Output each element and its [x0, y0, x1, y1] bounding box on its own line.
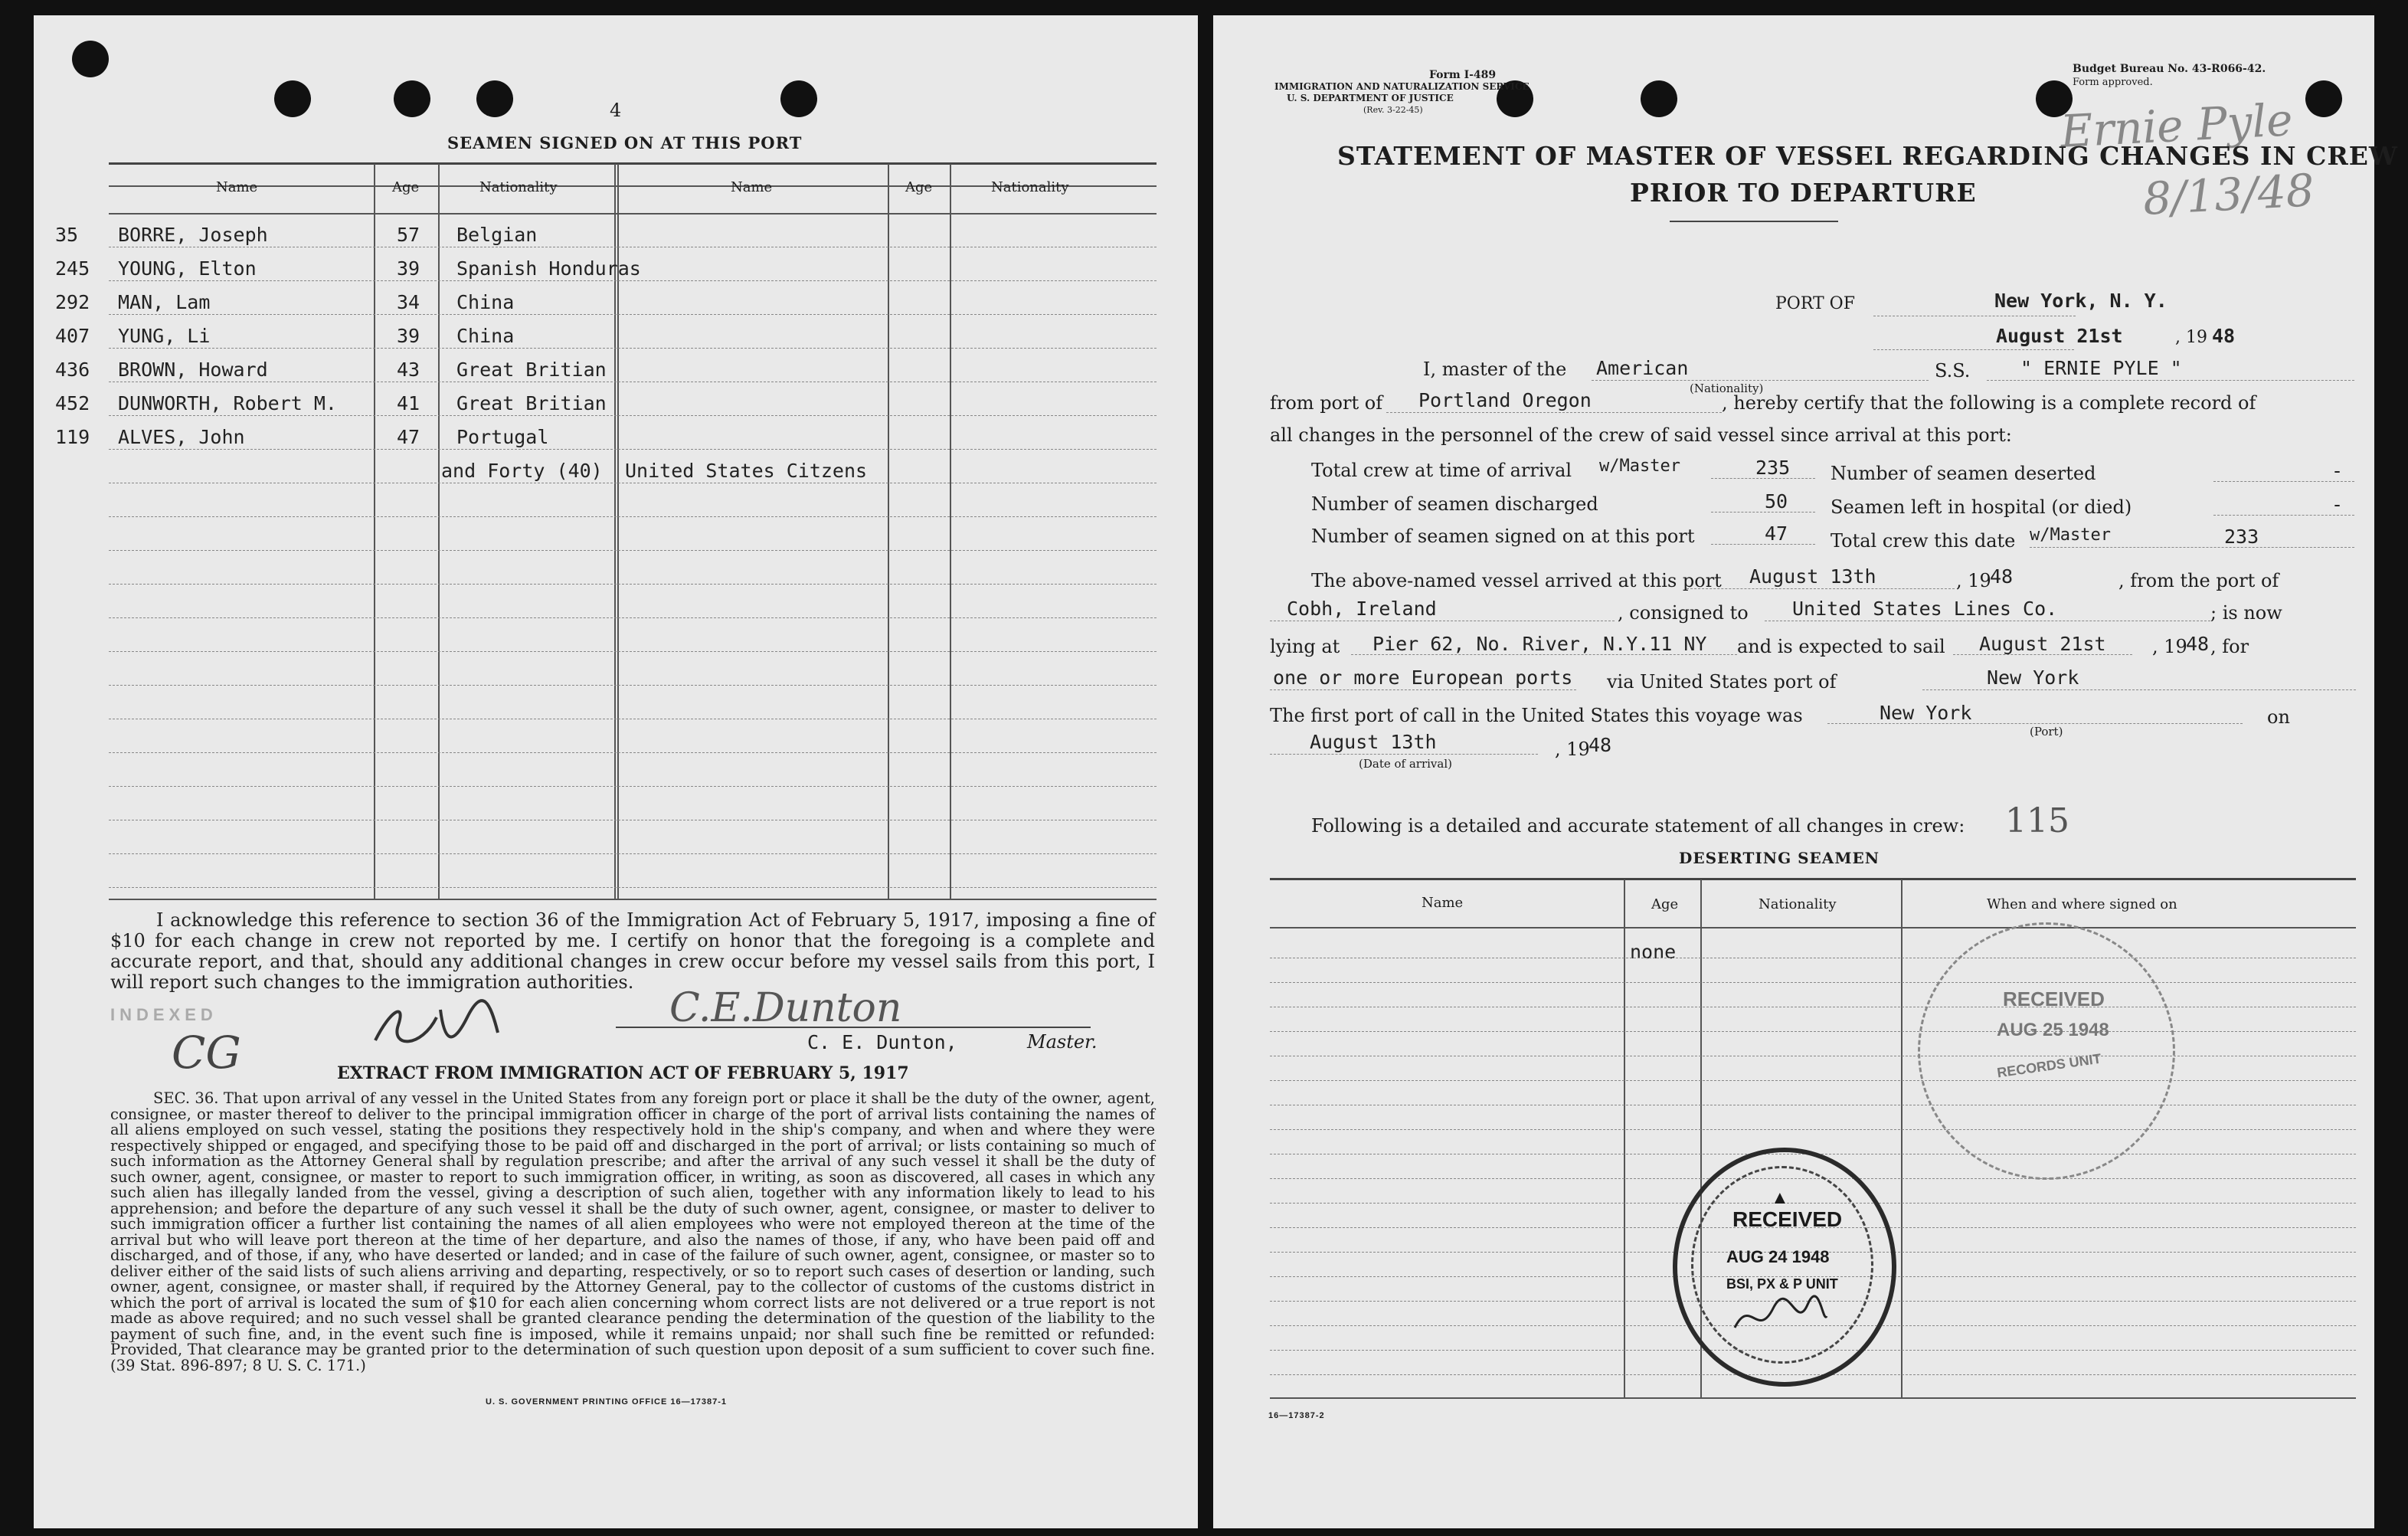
port-label: PORT OF: [1775, 294, 1855, 313]
fill-line: [1711, 544, 1815, 545]
stamp-initials: [1731, 1293, 1831, 1339]
page-number: 4: [610, 100, 622, 121]
stat-total-arrival-note: w/Master: [1599, 457, 1680, 476]
year-prefix: , 19: [2175, 328, 2207, 347]
seaman-nationality: China: [456, 291, 515, 313]
handwritten-ship-name: Ernie Pyle: [2059, 93, 2294, 158]
row-rule: [109, 314, 1157, 315]
header-age: Age: [905, 179, 933, 195]
row-number: 119: [55, 426, 90, 448]
seaman-name: MAN, Lam: [118, 291, 211, 313]
fill-line: [1592, 380, 1929, 381]
forty-citizens-note: and Forty (40): [441, 460, 603, 482]
seaman-name: ALVES, John: [118, 426, 245, 448]
punch-hole: [476, 80, 513, 117]
punch-hole: [1641, 80, 1677, 117]
ship-name: " ERNIE PYLE ": [2020, 357, 2182, 379]
consignee: United States Lines Co.: [1792, 598, 2058, 620]
row-rule: [1270, 1129, 2356, 1130]
stat-total-arrival-label: Total crew at time of arrival: [1311, 460, 1572, 481]
row-rule: [109, 280, 1157, 281]
row-number: 245: [55, 257, 90, 280]
seaman-name: DUNWORTH, Robert M.: [118, 392, 337, 414]
seaman-nationality: Great Britian: [456, 359, 607, 381]
master-text: I, master of the: [1423, 359, 1567, 380]
punch-hole: [780, 80, 817, 117]
seaman-nationality: Belgian: [456, 224, 538, 246]
row-rule: [109, 853, 1157, 854]
seaman-age: 39: [397, 257, 420, 280]
header-name: Name: [731, 179, 773, 195]
row-rule: [109, 786, 1157, 787]
header-when-where: When and where signed on: [1987, 896, 2177, 912]
row-rule: [109, 752, 1157, 753]
first-arrival-date: August 13th: [1310, 731, 1437, 753]
date-of-arrival-caption: (Date of arrival): [1359, 757, 1452, 771]
fill-line: [1711, 478, 1815, 479]
sail-date: August 21st: [1979, 633, 2106, 655]
is-now-text: ; is now: [2210, 602, 2282, 624]
from-port-label: from port of: [1270, 392, 1383, 414]
table-header-rule: [109, 213, 1157, 215]
fill-line: [1386, 412, 1722, 413]
extract-text: SEC. 36. That upon arrival of any vessel in the United States from any foreign port or place it shall be the duty of the owner, agent, consignee, or master thereof to deliver to the principal immigration officer in charge of the port of arrival lists containing the names of all aliens employed on such vessel, stating the positions they respectively hold in the ship's company, and when and where they were respectively shipped or engaged, and specifying those to be paid off and discharged in the port of arrival; or lists containing so much of such information as the Attorney General shall by regulation prescribe; and after the arrival of any such vessel it shall be the duty of such owner, agent, consignee, or master to report to such immigration officer, in writing, as soon as discovered, all cases in which any such alien has illegally landed from the vessel, giving a description of such alien, together with any information likely to lead to his apprehension; and before the departure of any such vessel it shall be the duty of such owner, agent, consignee, or master to deliver to such immigration officer a further list containing the names of all alien employees who were not employed thereon at the time of the arrival but who will leave port thereon at the time of her departure, and also the names of those, if any, who have been paid off and discharged, and of those, if any, who have deserted or landed; and in case of the failure of such owner, agent, consignee, or master so to deliver either of the said lists of such aliens arriving and departing, respectively, or so to report such cases of desertion or landing, such owner, agent, consignee, or master shall, if required by the Attorney General, pay to the collector of customs of the customs district in which the port of arrival is located the sum of $10 for each alien concerning whom correct lists are not delivered or a true report is not made as above required; and no such vessel shall be granted clearance pending the determination of the question of the liability to the payment of such fine, and, in the event such fine is imposed, while it remains unpaid; nor shall such fine be remitted or refunded: Provided, That clearance may be granted prior to the determination of such question upon deposit of a sum sufficient to cover such fine. (39 Stat. 896-897; 8 U. S. C. 171.): [110, 1089, 1155, 1374]
sail-year-prefix: , 19: [2152, 636, 2187, 657]
header-age: Age: [1651, 896, 1679, 912]
consigned-text: , consigned to: [1618, 602, 1749, 624]
lying-value: Pier 62, No. River, N.Y.11 NY: [1372, 633, 1707, 655]
header-name: Name: [216, 179, 258, 195]
from-port-value: Portland Oregon: [1418, 389, 1592, 411]
table-bottom-rule: [109, 899, 1157, 900]
stat-total-date-note: w/Master: [2030, 526, 2111, 545]
stat-discharged-value: 50: [1765, 490, 1788, 513]
fill-line: [2030, 547, 2354, 548]
seaman-name: BORRE, Joseph: [118, 224, 268, 246]
budget-bureau-number: Budget Bureau No. 43-R066-42.: [2073, 63, 2266, 75]
row-number: 452: [55, 392, 90, 414]
fill-line: [1987, 380, 2354, 381]
fill-line: [1827, 723, 2243, 724]
punch-hole: [394, 80, 430, 117]
title-underline: [1670, 221, 1838, 222]
left-page: [34, 15, 1198, 1528]
for-text: , for: [2210, 636, 2249, 657]
header-nationality: Nationality: [1759, 896, 1837, 912]
seaman-name: YOUNG, Elton: [118, 257, 257, 280]
punch-hole: [274, 80, 311, 117]
stat-hospital-value: -: [2331, 493, 2344, 516]
row-rule: [109, 415, 1157, 416]
via-port: New York: [1987, 666, 2079, 689]
from-port-of-text: , from the port of: [2118, 570, 2279, 591]
seaman-age: 47: [397, 426, 420, 448]
stat-total-date-value: 233: [2224, 526, 2259, 548]
origin-port: Cobh, Ireland: [1287, 598, 1437, 620]
stamp-unit: RECORDS UNIT: [1996, 1050, 2102, 1081]
form-number: Form I-489: [1429, 69, 1497, 81]
agency-line: U. S. DEPARTMENT OF JUSTICE: [1287, 93, 1454, 103]
header-nationality: Nationality: [479, 179, 558, 195]
deserting-seamen-title: DESERTING SEAMEN: [1679, 849, 1880, 867]
table-bottom-rule: [1270, 1397, 2356, 1399]
expected-text: and is expected to sail: [1737, 636, 1945, 657]
header-age: Age: [392, 179, 420, 195]
fill-line: [1953, 654, 2132, 655]
extract-title: EXTRACT FROM IMMIGRATION ACT OF FEBRUARY 5, 1917: [337, 1063, 909, 1083]
row-rule: [109, 348, 1157, 349]
header-name: Name: [1422, 895, 1464, 911]
report-date: August 21st: [1996, 325, 2123, 347]
row-rule: [109, 584, 1157, 585]
table-header-rule: [1270, 927, 2356, 928]
revision-date: (Rev. 3-22-45): [1363, 105, 1423, 115]
seaman-nationality: Great Britian: [456, 392, 607, 414]
fill-line: [1270, 754, 1538, 755]
seaman-name: YUNG, Li: [118, 325, 211, 347]
row-number: 407: [55, 325, 90, 347]
stat-signed-label: Number of seamen signed on at this port: [1311, 526, 1695, 547]
fill-line: [2213, 481, 2354, 482]
stamp-text: RECEIVED: [1732, 1207, 1843, 1231]
row-number: 35: [55, 224, 79, 246]
lying-text: lying at: [1270, 636, 1340, 657]
stat-discharged-label: Number of seamen discharged: [1311, 493, 1598, 515]
row-number: 436: [55, 359, 90, 381]
seaman-age: 34: [397, 291, 420, 313]
stamp-text: RECEIVED: [2003, 987, 2105, 1010]
all-changes-text: all changes in the personnel of the crew of said vessel since arrival at this port:: [1270, 424, 2012, 446]
acknowledgement-paragraph: I acknowledge this reference to section 36 of the Immigration Act of February 5, 1917, imposing a fine of $10 for each change in crew not reported by me. I certify on honor that the foregoing is a complete and accurate report, and that, should any additional changes in crew occur before my vessel sails from this port, I will report such changes to the immigration authorities.: [110, 909, 1155, 993]
indexed-stamp: INDEXED: [110, 1005, 218, 1024]
table-top-rule: [109, 162, 1157, 165]
first-port-text: The first port of call in the United States this voyage was: [1270, 705, 1803, 726]
stat-signed-value: 47: [1765, 522, 1788, 545]
fill-line: [2213, 515, 2354, 516]
year-suffix: 48: [2212, 325, 2236, 347]
nationality-caption: (Nationality): [1690, 382, 1764, 395]
certify-text: , hereby certify that the following is a complete record of: [1722, 392, 2256, 414]
fill-line: [1711, 512, 1815, 513]
signature-line: [616, 1027, 1091, 1028]
seaman-nationality: Spanish Honduras: [456, 257, 641, 280]
row-rule: [109, 617, 1157, 618]
seaman-nationality: China: [456, 325, 515, 347]
destination: one or more European ports: [1273, 666, 1573, 689]
row-rule: [109, 887, 1157, 888]
signer-title: Master.: [1027, 1031, 1098, 1053]
agency-line: IMMIGRATION AND NATURALIZATION SERVICE: [1274, 81, 1530, 92]
deserting-none: none: [1630, 941, 1677, 963]
row-rule: [109, 516, 1157, 517]
row-rule: [109, 449, 1157, 450]
fill-line: [1270, 689, 1576, 690]
port-caption: (Port): [2030, 725, 2063, 739]
row-rule: [1270, 982, 2356, 983]
master-signature: C.E.Dunton: [669, 985, 902, 1031]
first-port-value: New York: [1880, 702, 1972, 724]
punch-hole: [72, 41, 109, 77]
stamp-unit: BSI, PX & P UNIT: [1726, 1276, 1838, 1292]
row-rule: [109, 685, 1157, 686]
arrival-year-prefix: , 19: [1956, 570, 1991, 591]
sail-year: 48: [2186, 633, 2210, 655]
vessel-nationality: American: [1596, 357, 1689, 379]
arrival-year: 48: [1990, 565, 2014, 588]
fill-line: [1922, 689, 2356, 690]
table-top-rule: [1270, 878, 2356, 880]
following-text: Following is a detailed and accurate statement of all changes in crew:: [1311, 815, 1965, 837]
seaman-nationality: Portugal: [456, 426, 549, 448]
header-nationality: Nationality: [991, 179, 1069, 195]
signer-name: C. E. Dunton,: [807, 1031, 957, 1053]
stamp-date: AUG 25 1948: [1997, 1020, 2109, 1040]
seaman-age: 39: [397, 325, 420, 347]
on-text: on: [2267, 706, 2290, 728]
column-divider: [888, 164, 889, 899]
row-rule: [109, 651, 1157, 652]
seaman-age: 43: [397, 359, 420, 381]
ss-label: S.S.: [1935, 360, 1971, 382]
first-arrival-year: 48: [1588, 734, 1612, 756]
seaman-age: 57: [397, 224, 420, 246]
stamp-arrow-icon: ▲: [1771, 1187, 1789, 1208]
seamen-signed-on-title: SEAMEN SIGNED ON AT THIS PORT: [447, 133, 803, 152]
changes-count: 115: [2005, 801, 2069, 840]
row-number: 292: [55, 291, 90, 313]
seaman-age: 41: [397, 392, 420, 414]
fill-line: [1873, 349, 2074, 350]
punch-hole: [2305, 80, 2342, 117]
fill-line: [1351, 654, 1737, 655]
stamp-date: AUG 24 1948: [1726, 1247, 1830, 1266]
fill-line: [1687, 588, 1955, 589]
row-rule: [1270, 1080, 2356, 1081]
indexed-handwritten-mark: CG: [172, 1027, 241, 1079]
first-arrival-year-prefix: , 19: [1555, 739, 1590, 760]
column-divider: [950, 164, 951, 899]
printer-note: U. S. GOVERNMENT PRINTING OFFICE 16—17387-1: [486, 1397, 728, 1407]
stat-total-date-label: Total crew this date: [1831, 530, 2016, 552]
seaman-name: BROWN, Howard: [118, 359, 268, 381]
form-approved: Form approved.: [2073, 77, 2153, 88]
stat-total-arrival-value: 235: [1755, 457, 1791, 479]
column-divider: [374, 164, 375, 899]
received-stamp-bsi-unit: [1673, 1148, 1896, 1387]
arrived-text: The above-named vessel arrived at this port: [1311, 570, 1722, 591]
handwritten-initials: [368, 994, 521, 1056]
printer-note: 16—17387-2: [1268, 1411, 1325, 1420]
row-rule: [1270, 1031, 2356, 1032]
right-page: [1213, 15, 2398, 1528]
received-stamp-records-unit: [1918, 922, 2175, 1180]
stat-hospital-label: Seamen left in hospital (or died): [1831, 496, 2132, 518]
forty-citizens-note: United States Citzens: [625, 460, 868, 482]
handwritten-date: 8/13/48: [2141, 164, 2316, 225]
port-value: New York, N. Y.: [1994, 290, 2168, 312]
row-rule: [109, 550, 1157, 551]
form-title: STATEMENT OF MASTER OF VESSEL REGARDING CHANGES IN CREW: [1337, 141, 2398, 171]
stat-deserted-label: Number of seamen deserted: [1831, 463, 2096, 484]
column-divider: [438, 164, 440, 899]
form-subtitle: PRIOR TO DEPARTURE: [1630, 178, 1977, 208]
stat-deserted-value: -: [2331, 460, 2344, 482]
arrival-date: August 13th: [1749, 565, 1876, 588]
via-text: via United States port of: [1607, 671, 1837, 693]
